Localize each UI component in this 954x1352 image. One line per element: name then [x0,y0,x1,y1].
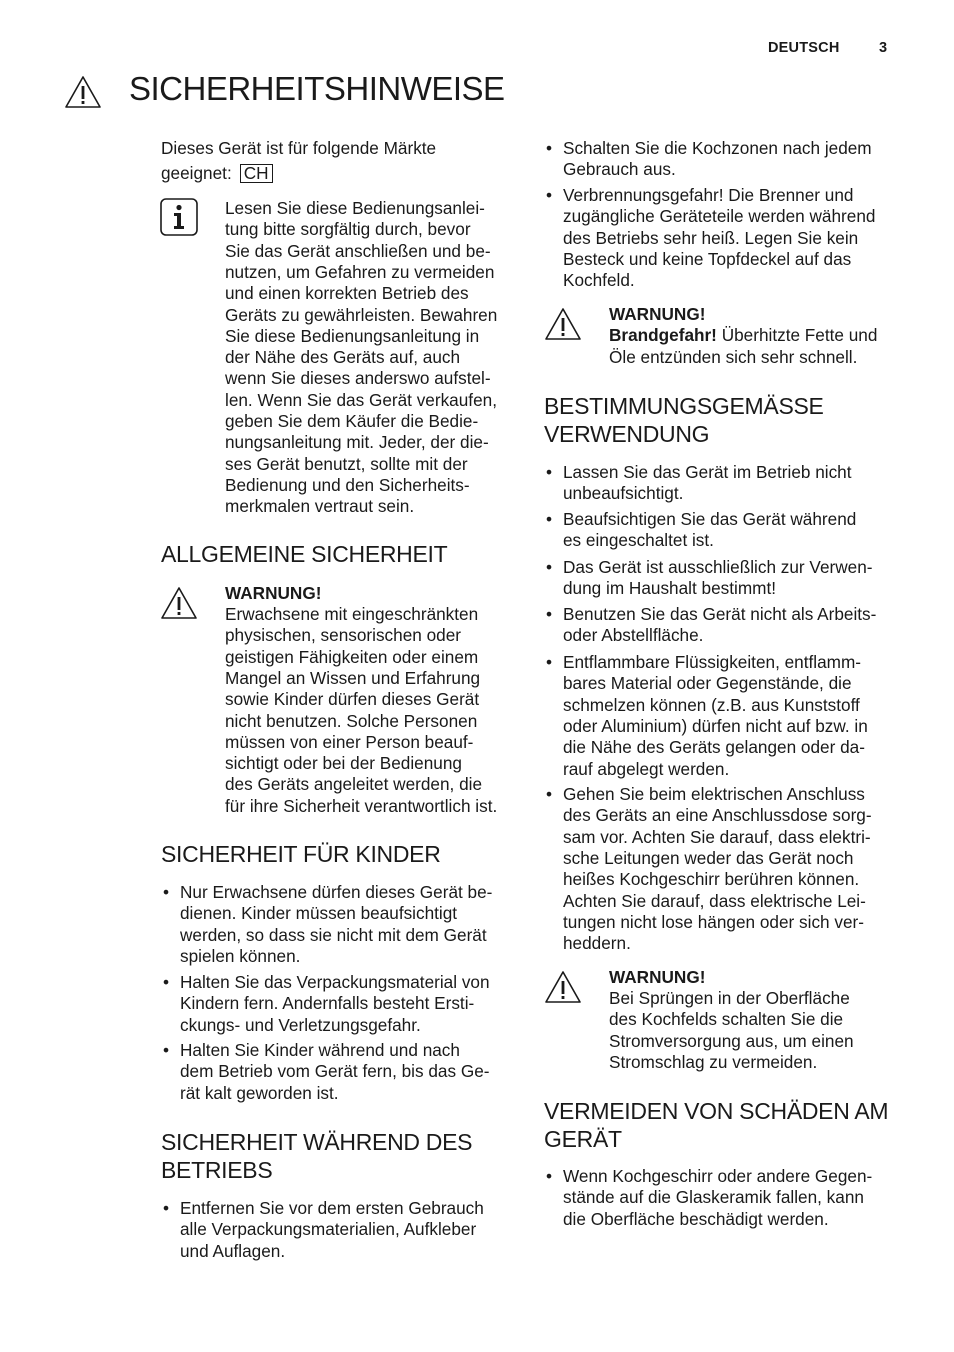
general-warning-line: physischen, sensorischen oder [225,625,461,646]
info-icon [160,198,198,236]
general-warning-line: Mangel an Wissen und Erfahrung [225,667,481,688]
info-note-line: len. Wenn Sie das Gerät verkaufen, [225,389,497,410]
intro-line [161,163,273,184]
warning-label: WARNUNG! [609,304,706,324]
general-warning-line: sowie Kinder dürfen dieses Gerät [225,689,480,710]
info-note-line: Bedienung und den Sicherheits- [225,474,470,495]
info-note-line: nutzen, um Gefahren zu vermeiden [225,261,495,282]
info-note-line: Sie das Gerät anschließen und be- [225,240,491,261]
list-item-line: Lassen Sie das Gerät im Betrieb nicht [563,462,852,482]
list-item-line: zugängliche Geräteteile werden während [563,206,876,227]
list-item-line: dienen. Kinder müssen beaufsichtigt [180,903,458,924]
list-item-line: oder Aluminium) dürfen nicht auf bzw. in [563,715,868,736]
list-item-line: spielen können. [180,945,301,966]
general-warning-line: für ihre Sicherheit verantwortlich ist. [225,795,498,816]
fire-hazard-lead: Brandgefahr! [609,325,717,345]
bullet-icon: • [546,138,553,158]
general-warning-line: Erwachsene mit eingeschränkten [225,604,479,624]
list-item-line: Wenn Kochgeschirr oder andere Gegen- [563,1166,873,1186]
general-warning-line: müssen von einer Person beauf- [225,731,474,752]
section-heading-intended-use-cont: VERWENDUNG [544,421,710,447]
list-item-line: rät kalt geworden ist. [180,1082,339,1103]
bullet-icon: • [546,604,553,624]
warning-triangle-icon [160,586,198,620]
intro-suitable-label: geeignet: [161,163,232,183]
info-note-line: und einen korrekten Betrieb des [225,283,469,304]
list-item-line: des Betriebs sehr heiß. Legen Sie kein [563,227,859,248]
section-heading-child-safety: SICHERHEIT FÜR KINDER [161,841,441,867]
list-item-line: und Auflagen. [180,1240,286,1261]
list-item-line: unbeaufsichtigt. [563,483,684,504]
list-item-line: oder Abstellfläche. [563,625,704,646]
list-item-line: Benutzen Sie das Gerät nicht als Arbeits- [563,604,877,624]
general-warning-line: des Geräts angeleitet werden, die [225,774,483,795]
info-note-line: der Nähe des Geräts auf, auch [225,347,461,368]
list-item-line: des Geräts an eine Anschlussdose sorg- [563,805,872,826]
general-warning-line: sichtigt oder bei der Bedienung [225,753,462,774]
electrical-warning-line: Bei Sprüngen in der Oberfläche [609,988,850,1008]
list-item-line: werden, so dass sie nicht mit dem Gerät [180,924,487,945]
bullet-icon: • [546,462,553,482]
fire-warning-text: Überhitzte Fette und [716,325,878,345]
list-item-line: Halten Sie Kinder während und nach [180,1040,460,1060]
info-note-line: ses Gerät benutzt, sollte mit der [225,453,468,474]
info-note-line: wenn Sie dieses anderswo aufstel- [225,368,491,389]
list-item-line: Kindern fern. Andernfalls besteht Ersti- [180,993,475,1014]
list-item-line: Entflammbare Flüssigkeiten, entflamm- [563,652,862,672]
list-item-line: Beaufsichtigen Sie das Gerät während [563,509,857,529]
list-item-line: Entfernen Sie vor dem ersten Gebrauch [180,1198,484,1218]
info-note-line: Geräts zu gewährleisten. Bewahren [225,304,498,325]
bullet-icon: • [163,972,170,992]
bullet-icon: • [546,784,553,804]
warning-triangle-icon [544,970,582,1004]
list-item-line: die Nähe des Geräts gelangen oder da- [563,737,865,758]
info-note-line: tung bitte sorgfältig durch, bevor [225,219,471,240]
list-item-line: es eingeschaltet ist. [563,530,714,551]
fire-warning-line [609,325,877,346]
general-warning-line: nicht benutzen. Solche Personen [225,710,478,731]
bullet-icon: • [546,1166,553,1186]
info-note-line: nungsanleitung mit. Jeder, der die- [225,432,489,453]
list-item-line: Nur Erwachsene dürfen dieses Gerät be- [180,882,493,902]
bullet-icon: • [163,882,170,902]
fire-warning-line: Öle entzünden sich sehr schnell. [609,347,858,367]
bullet-icon: • [163,1198,170,1218]
bullet-icon: • [546,557,553,577]
page-number: 3 [879,40,888,56]
electrical-warning-line: Stromversorgung aus, um einen [609,1030,854,1051]
list-item-line: Gehen Sie beim elektrischen Anschluss [563,784,865,804]
list-item-line: heddern. [563,933,631,954]
electrical-warning-line: des Kochfelds schalten Sie die [609,1009,844,1030]
section-heading-operation-safety: SICHERHEIT WÄHREND DES [161,1129,473,1155]
section-heading-damage-prevention: VERMEIDEN VON SCHÄDEN AM [544,1098,889,1124]
bullet-icon: • [163,1040,170,1060]
section-heading-operation-safety-cont: BETRIEBS [161,1157,273,1183]
info-note-line: geben Sie dem Käufer die Bedie- [225,411,479,431]
list-item-line: stände auf die Glaskeramik fallen, kann [563,1187,864,1208]
list-item-line: tungen nicht lose hängen oder sich ver- [563,911,864,932]
section-heading-intended-use: BESTIMMUNGSGEMÄSSE [544,393,824,419]
electrical-warning-line: Stromschlag zu vermeiden. [609,1051,818,1072]
list-item-line: dung im Haushalt bestimmt! [563,578,777,599]
header-language: DEUTSCH [768,40,840,56]
list-item-line: heißes Kochgeschirr berühren können. [563,869,860,890]
bullet-icon: • [546,509,553,529]
warning-triangle-icon [64,75,102,109]
list-item-line: Verbrennungsgefahr! Die Brenner und [563,185,854,205]
general-warning-line: geistigen Fähigkeiten oder einem [225,646,479,667]
info-note-line: Sie diese Bedienungsanleitung in [225,325,480,346]
section-heading-damage-prevention-cont: GERÄT [544,1126,622,1152]
list-item-line: Das Gerät ist ausschließlich zur Verwen- [563,557,873,577]
bullet-icon: • [546,185,553,205]
list-item-line: bares Material oder Gegenstände, die [563,673,852,694]
warning-label: WARNUNG! [225,583,322,603]
list-item-line: Achten Sie darauf, dass elektrische Lei- [563,890,866,911]
list-item-line: alle Verpackungsmaterialien, Aufkleber [180,1219,477,1240]
list-item-line: dem Betrieb vom Gerät fern, bis das Ge- [180,1061,490,1082]
bullet-icon: • [546,652,553,672]
list-item-line: Kochfeld. [563,270,635,291]
list-item-line: sche Leitungen weder das Gerät noch [563,847,854,868]
list-item-line: sam vor. Achten Sie darauf, dass elektri- [563,826,871,847]
warning-label: WARNUNG! [609,967,706,987]
list-item-line: Gebrauch aus. [563,159,676,180]
market-code-badge: CH [240,164,273,183]
intro-line: Dieses Gerät ist für folgende Märkte [161,138,437,158]
info-note-line: merkmalen vertraut sein. [225,496,415,517]
list-item-line: rauf abgelegt werden. [563,758,730,779]
list-item-line: Besteck und keine Topfdeckel auf das [563,248,852,269]
info-note-line: Lesen Sie diese Bedienungsanlei- [225,198,485,218]
list-item-line: Halten Sie das Verpackungsmaterial von [180,972,490,992]
page-title: SICHERHEITSHINWEISE [129,70,505,107]
warning-triangle-icon [544,307,582,341]
section-heading-general-safety: ALLGEMEINE SICHERHEIT [161,541,448,567]
list-item-line: ckungs- und Verletzungsgefahr. [180,1014,421,1035]
list-item-line: schmelzen können (z.B. aus Kunststoff [563,694,860,715]
list-item-line: Schalten Sie die Kochzonen nach jedem [563,138,872,158]
list-item-line: die Oberfläche beschädigt werden. [563,1208,829,1229]
